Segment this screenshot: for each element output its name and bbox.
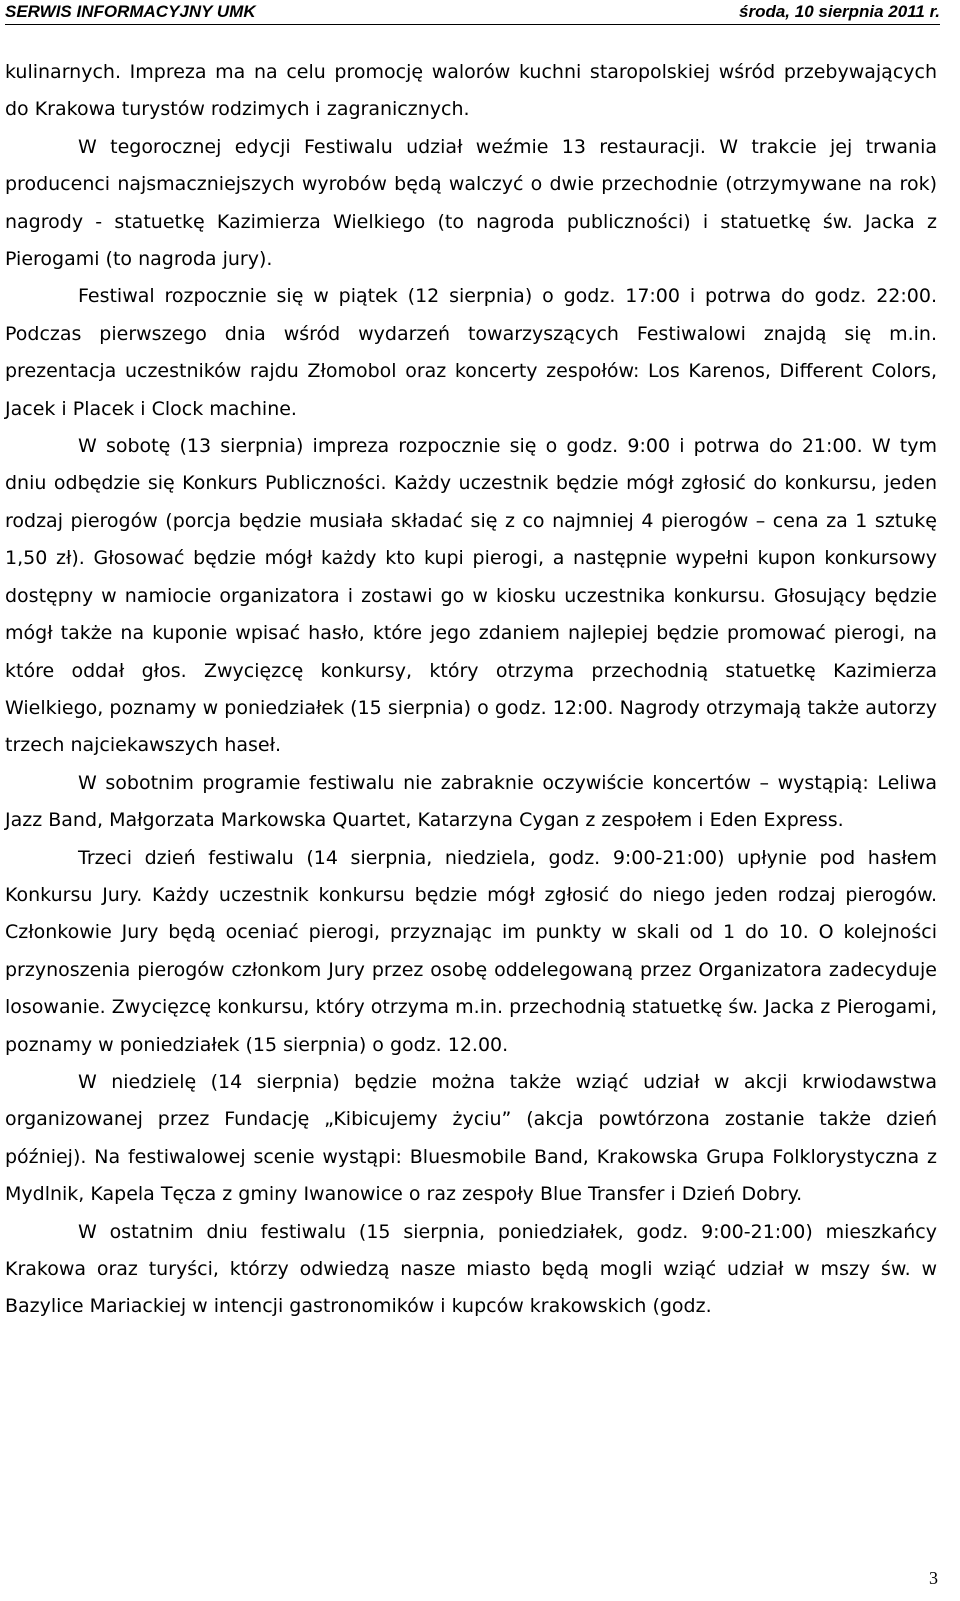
paragraph-8: W ostatnim dniu festiwalu (15 sierpnia, poniedziałek, godz. 9:00-21:00) mieszkańcy Krakowa oraz turyści, którzy odwiedzą nasze miasto będą mogli wziąć udział w mszy św. w Bazylice Mariackiej w intencji gastronomików i kupców krakowskich (godz. [5,1220,937,1318]
header-date: środa, 10 sierpnia 2011 r. [739,2,940,21]
header-publication-title: SERWIS INFORMACYJNY UMK [5,2,256,21]
paragraph-7: W niedzielę (14 sierpnia) będzie można także wziąć udział w akcji krwiodawstwa organizowanej przez Fundację „Kibicujemy życiu” (akcja powtórzona zostanie także dzień później). Na festiwalowej scenie wystąpi: Bluesmobile Band, Krakowska Grupa Folklorystyczna z Mydlnik, Kapela Tęcza z gminy Iwanowice o raz zespoły Blue Transfer i Dzień Dobry. [5,1070,937,1206]
page-header [5,0,940,25]
page-number: 3 [929,1568,938,1588]
paragraph-3: Festiwal rozpocznie się w piątek (12 sierpnia) o godz. 17:00 i potrwa do godz. 22:00. Podczas pierwszego dnia wśród wydarzeń towarzyszących Festiwalowi znajdą się m.in. prezentacja uczestników rajdu Złomobol oraz koncerty zespołów: Los Karenos, Different Colors, Jacek i Placek i Clock machine. [5,285,937,420]
paragraph-2: W tegorocznej edycji Festiwalu udział weźmie 13 restauracji. W trakcie jej trwania producenci najsmaczniejszych wyrobów będą walczyć o dwie przechodnie (otrzymywane na rok) nagrody - statuetkę Kazimierza Wielkiego (to nagroda publiczności) i statuetkę św. Jacka z Pierogami (to nagroda jury). [5,135,937,271]
paragraph-5: W sobotnim programie festiwalu nie zabraknie oczywiście koncertów – wystąpią: Leliwa Jazz Band, Małgorzata Markowska Quartet, Katarzyna Cygan z zespołem i Eden Express. [5,771,937,832]
paragraph-1: kulinarnych. Impreza ma na celu promocję walorów kuchni staropolskiej wśród przebywających do Krakowa turystów rodzimych i zagranicznych. [5,61,937,121]
paragraph-6: Trzeci dzień festiwalu (14 sierpnia, niedziela, godz. 9:00-21:00) upłynie pod hasłem Konkursu Jury. Każdy uczestnik konkursu będzie mógł zgłosić do niego jeden rodzaj pierogów. Członkowie Jury będą oceniać pierogi, przyznając im punkty w skali od 1 do 10. O kolejności przynoszenia pierogów członkom Jury przez osobę oddelegowaną przez Organizatora zadecyduje losowanie. Zwycięzcę konkursu, który otrzyma m.in. przechodnią statuetkę św. Jacka z Pierogami, poznamy w poniedziałek (15 sierpnia) o godz. 12.00. [5,846,937,1056]
paragraph-4: W sobotę (13 sierpnia) impreza rozpocznie się o godz. 9:00 i potrwa do 21:00. W tym dniu odbędzie się Konkurs Publiczności. Każdy uczestnik będzie mógł zgłosić do konkursu, jeden rodzaj pierogów (porcja będzie musiała składać się z co najmniej 4 pierogów – cena za 1 sztukę 1,50 zł). Głosować będzie mógł każdy kto kupi pierogi, a następnie wypełni kupon konkursowy dostępny w namiocie organizatora i zostawi go w kiosku uczestnika konkursu. Głosujący będzie mógł także na kuponie wpisać hasło, które jego zdaniem najlepiej będzie promować pierogi, na które oddał głos. Zwycięzcę konkursy, który otrzyma przechodnią statuetkę Kazimierza Wielkiego, poznamy w poniedziałek (15 sierpnia) o godz. 12:00. Nagrody otrzymają także autorzy trzech najciekawszych haseł. [5,435,937,757]
article-body [5,54,937,1326]
